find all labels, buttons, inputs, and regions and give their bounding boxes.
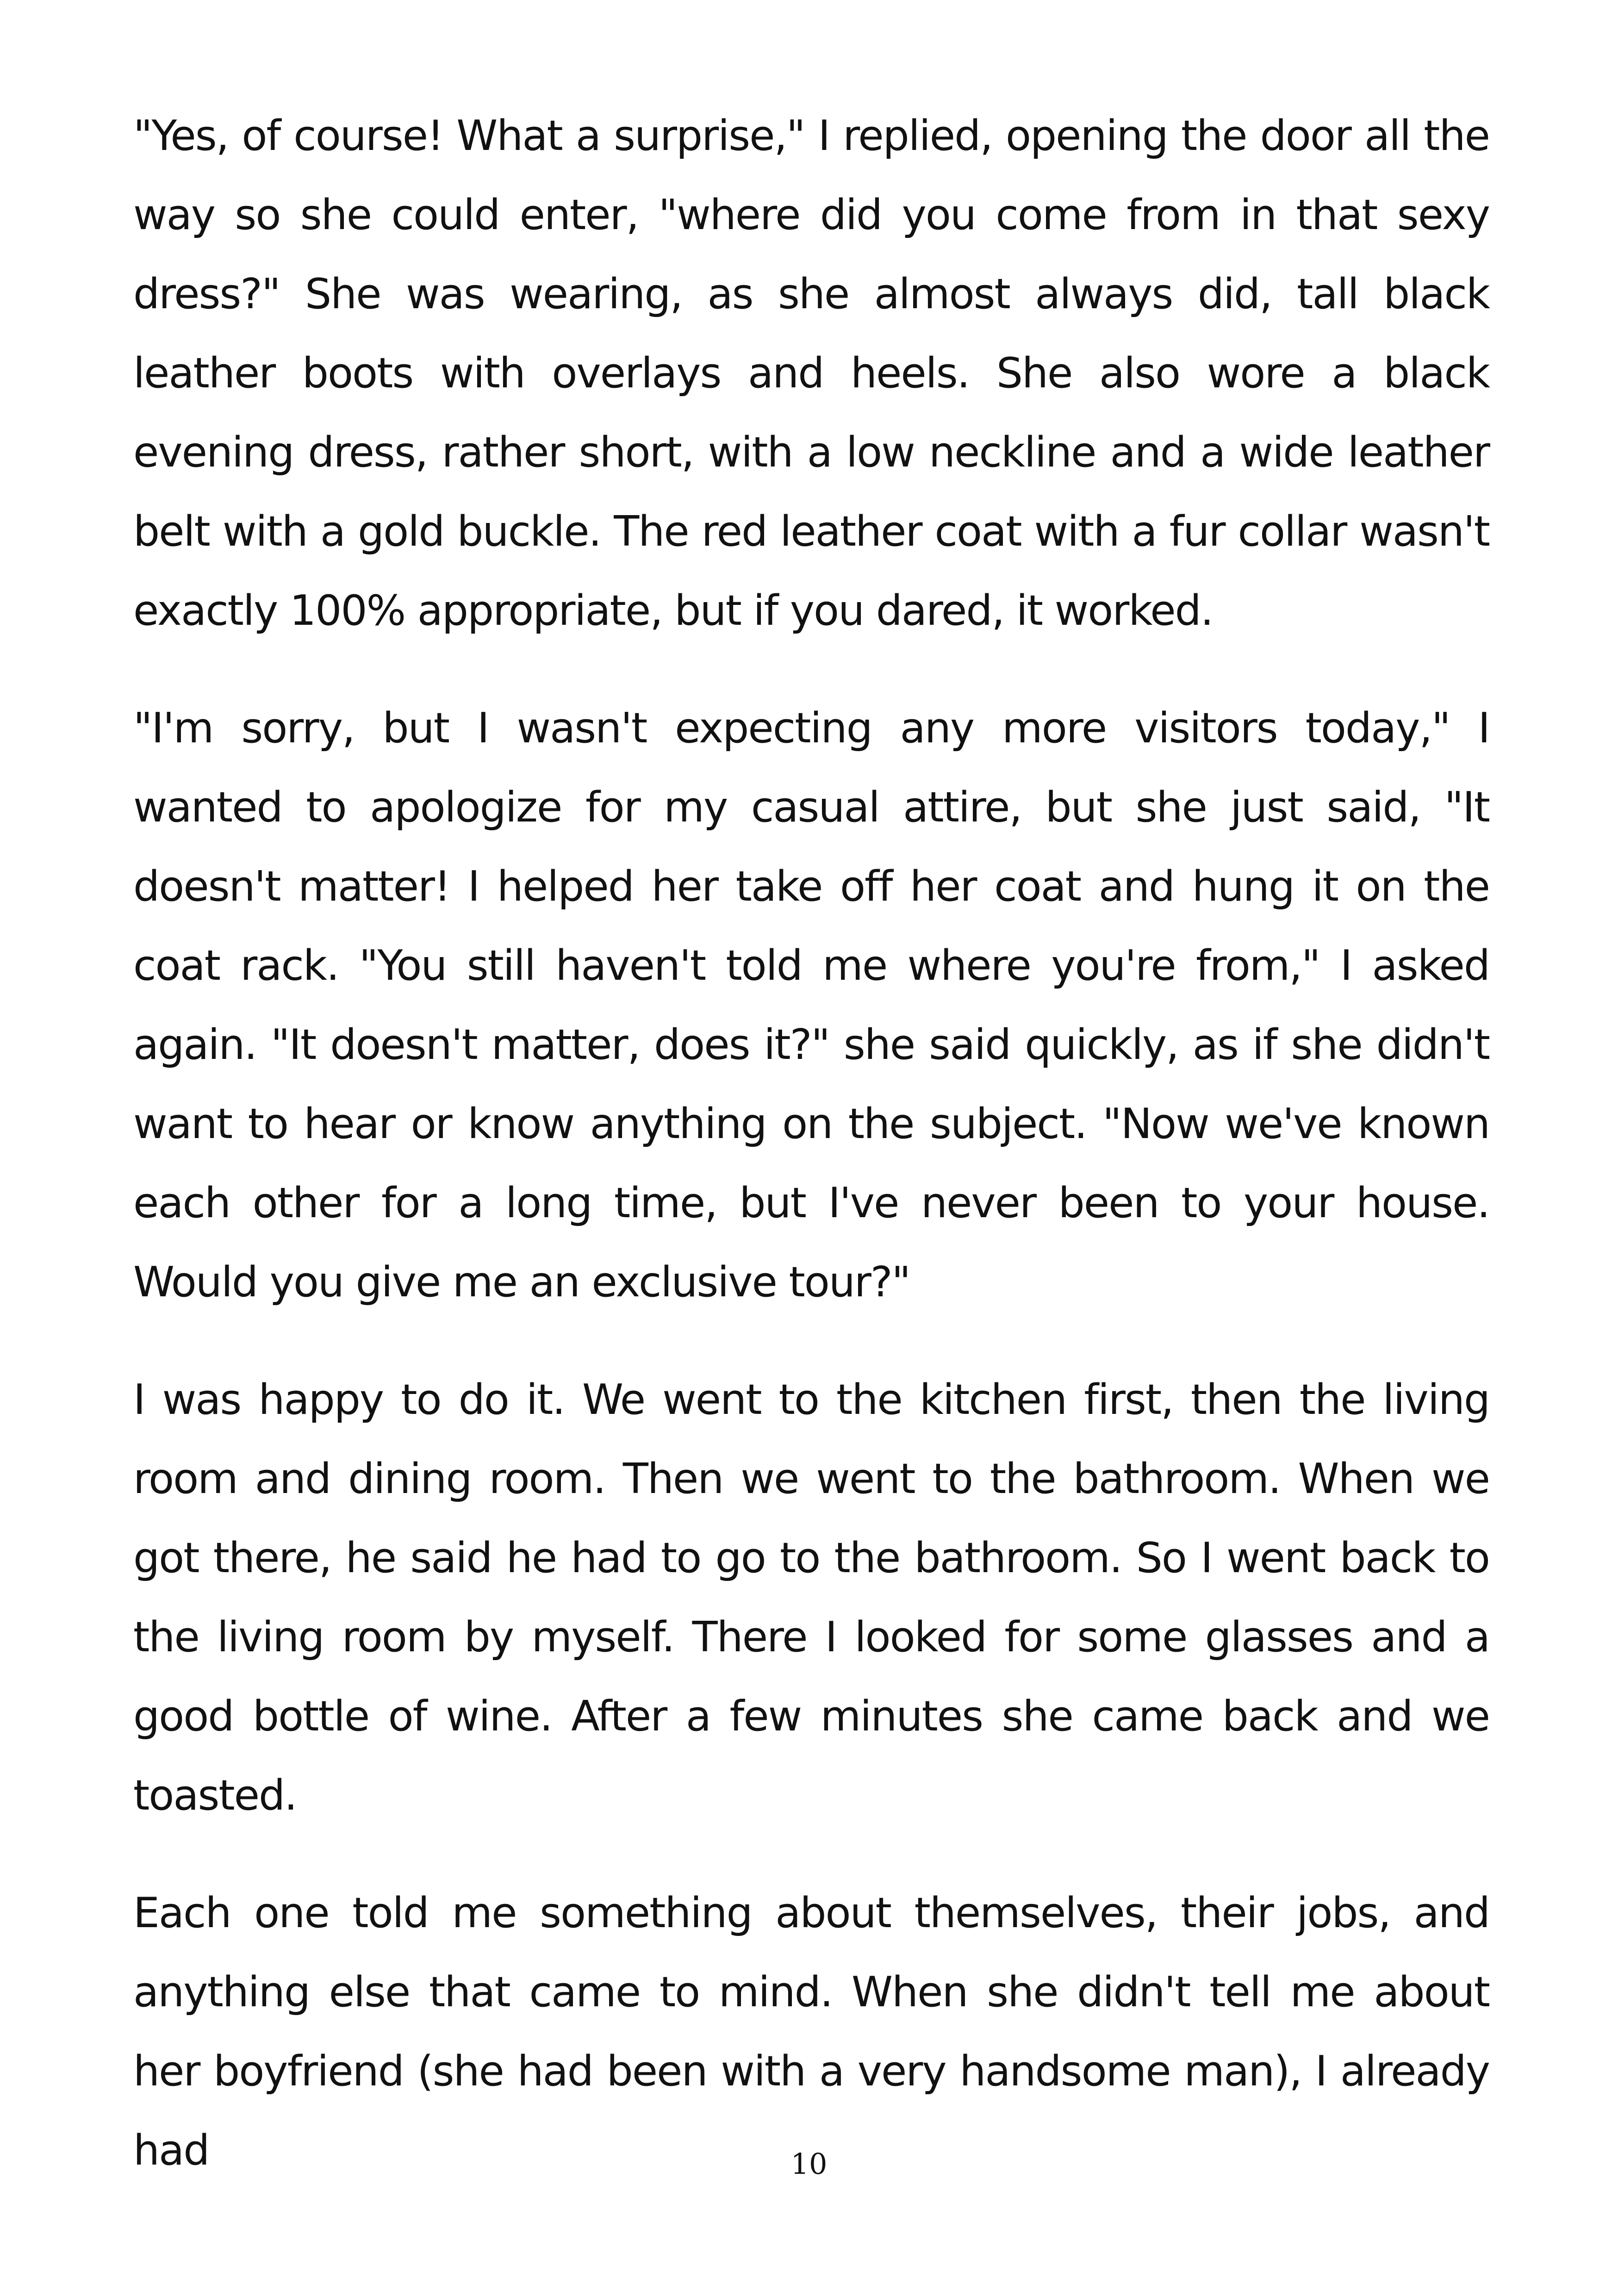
paragraph-1: "Yes, of course! What a surprise," I replied, opening the door all the way so she could enter, "where did you come from in that sexy dress?" She was wearing, as she almost always did, tall black leather boots with overlays and heels. She also wore a black evening dress, rather short, with a low neckline and a wide leather belt with a gold buckle. The red leather coat with a fur collar wasn't exactly 100% appropriate, but if you dared, it worked. [133,112,1489,635]
paragraph-3: I was happy to do it. We went to the kitchen first, then the living room and dining room. Then we went to the bathroom. When we got there, he said he had to go to the bathroom. So I went back to the living room by myself. There I looked for some glasses and a good bottle of wine. After a few minutes she came back and we toasted. [133,1375,1489,1820]
paragraph-2: "I'm sorry, but I wasn't expecting any more visitors today," I wanted to apologize for my casual attire, but she just said, "It doesn't matter! I helped her take off her coat and hung it on the coat rack. "You still haven't told me where you're from," I asked again. "It doesn't matter, does it?" she said quickly, as if she didn't want to hear or know anything on the subject. "Now we've known each other for a long time, but I've never been to your house. Would you give me an exclusive tour?" [133,704,1489,1307]
body-text [133,96,1489,2190]
page-number: 10 [790,2147,828,2181]
paragraph-4: Each one told me something about themselves, their jobs, and anything else that came to mind. When she didn't tell me about her boyfriend (she had been with a very handsome man), I already had [133,1889,1489,2175]
